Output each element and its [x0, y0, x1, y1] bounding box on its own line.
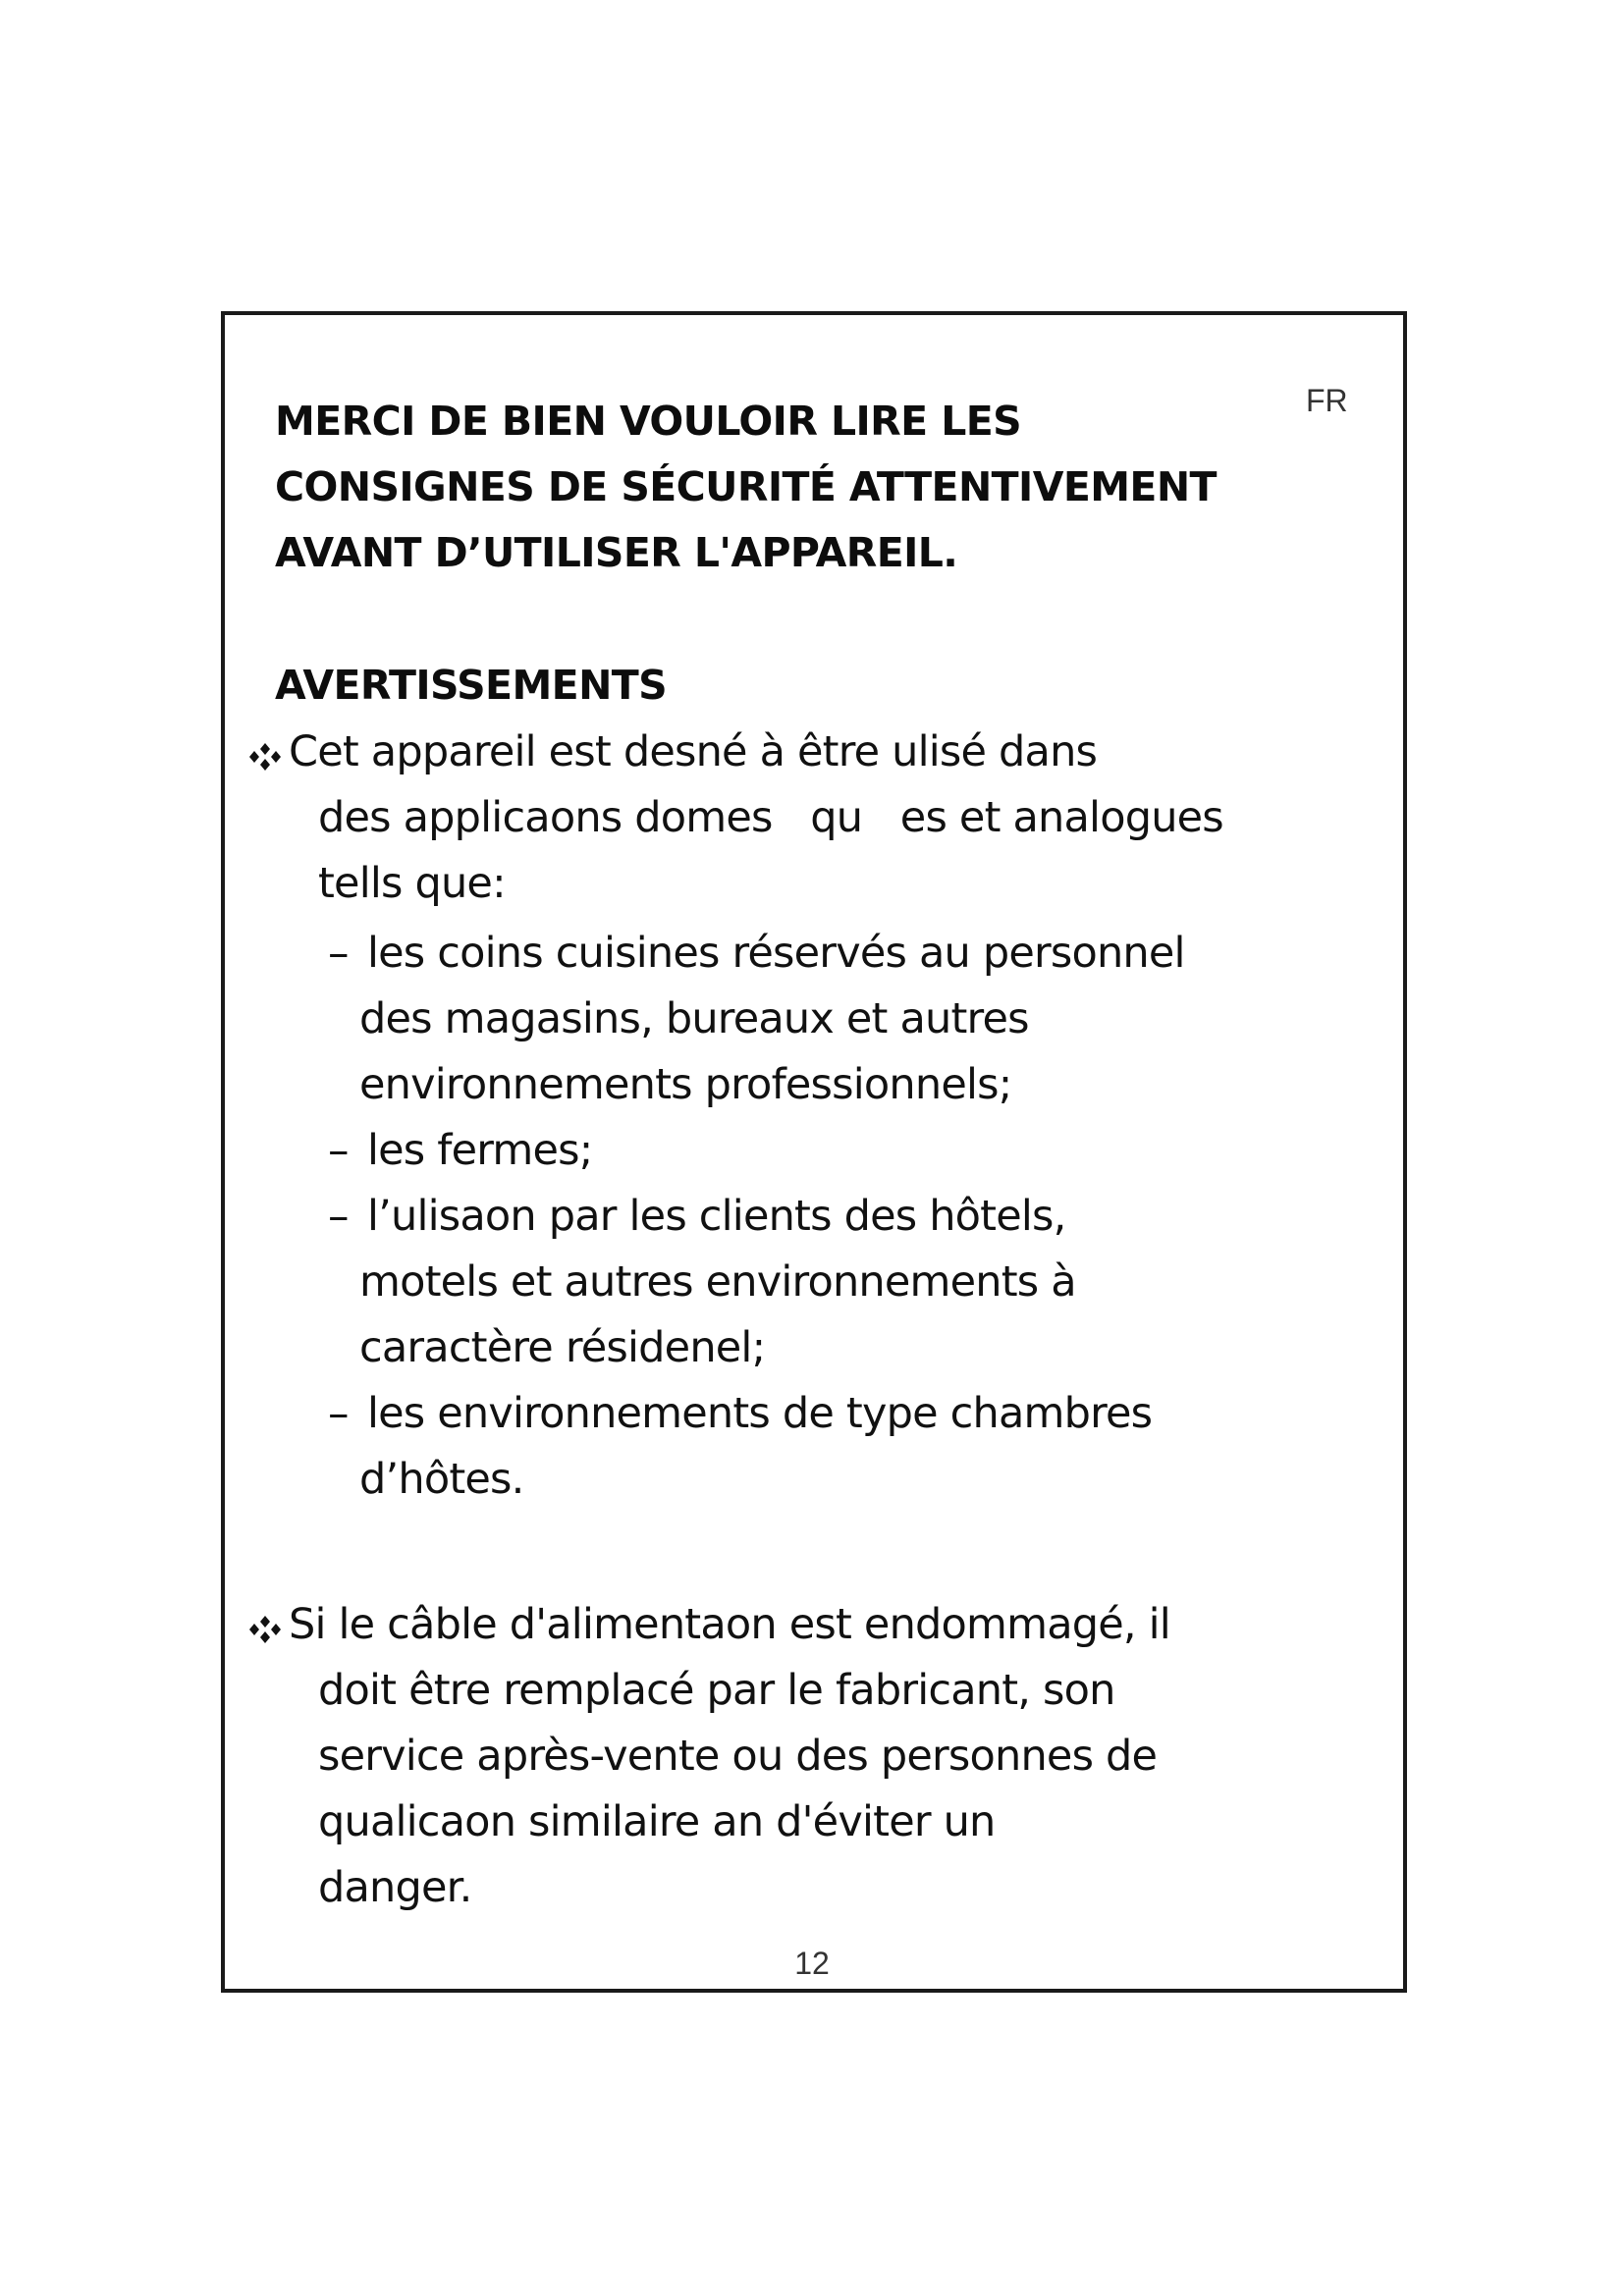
- section-heading-warnings: AVERTISSEMENTS: [275, 662, 668, 709]
- four-diamond-bullet-icon: [245, 741, 285, 773]
- warning-first-line: [245, 720, 1345, 785]
- four-diamond-bullet-icon: [245, 1614, 285, 1645]
- dash-bullet: –: [328, 1126, 349, 1175]
- language-tag: FR: [1306, 383, 1348, 418]
- list-item-text: caractère résidenel;: [359, 1323, 766, 1372]
- list-item-text: environnements professionnels;: [359, 1060, 1012, 1109]
- warning-text: Si le câble d'alimentaon est endommagé, il: [289, 1600, 1170, 1649]
- warning-text-line: tells que:: [318, 859, 506, 908]
- list-item: [245, 1381, 1345, 1513]
- list-item-text: les coins cuisines réservés au personnel: [367, 929, 1185, 978]
- list-item-text: motels et autres environnements à: [359, 1257, 1076, 1307]
- list-item-text: l’ulisaon par les clients des hôtels,: [367, 1192, 1066, 1241]
- warning-text-line: service après-vente ou des personnes de: [318, 1732, 1158, 1781]
- warning-text: Cet appareil est desné à être ulisé dans: [289, 727, 1098, 776]
- dash-bullet: –: [328, 1192, 349, 1241]
- title-line: AVANT D’UTILISER L'APPAREIL.: [275, 529, 958, 576]
- warning-first-line: [245, 1592, 1345, 1658]
- warning-text-line: qualicaon similaire an d'éviter un: [318, 1797, 996, 1846]
- warning-text-line: doit être remplacé par le fabricant, son: [318, 1666, 1115, 1715]
- warning-item: [245, 1592, 1345, 1921]
- warning-item: [245, 720, 1345, 1513]
- list-item: [245, 1184, 1345, 1381]
- safety-title: [275, 389, 1306, 586]
- page-number: 12: [794, 1946, 830, 1981]
- title-line: MERCI DE BIEN VOULOIR LIRE LES: [275, 398, 1022, 445]
- list-item: [245, 1118, 1345, 1184]
- usage-list: [245, 921, 1345, 1513]
- list-item-text: d’hôtes.: [359, 1455, 524, 1504]
- list-item-text: les fermes;: [367, 1126, 593, 1175]
- dash-bullet: –: [328, 1389, 349, 1438]
- dash-bullet: –: [328, 929, 349, 978]
- warning-text-line: danger.: [318, 1863, 472, 1912]
- list-item-text: les environnements de type chambres: [367, 1389, 1153, 1438]
- list-item: [245, 921, 1345, 1118]
- warning-text-line: des applicaons domes qu es et analogues: [318, 793, 1223, 842]
- title-line: CONSIGNES DE SÉCURITÉ ATTENTIVEMENT: [275, 463, 1217, 510]
- list-item-text: des magasins, bureaux et autres: [359, 994, 1029, 1043]
